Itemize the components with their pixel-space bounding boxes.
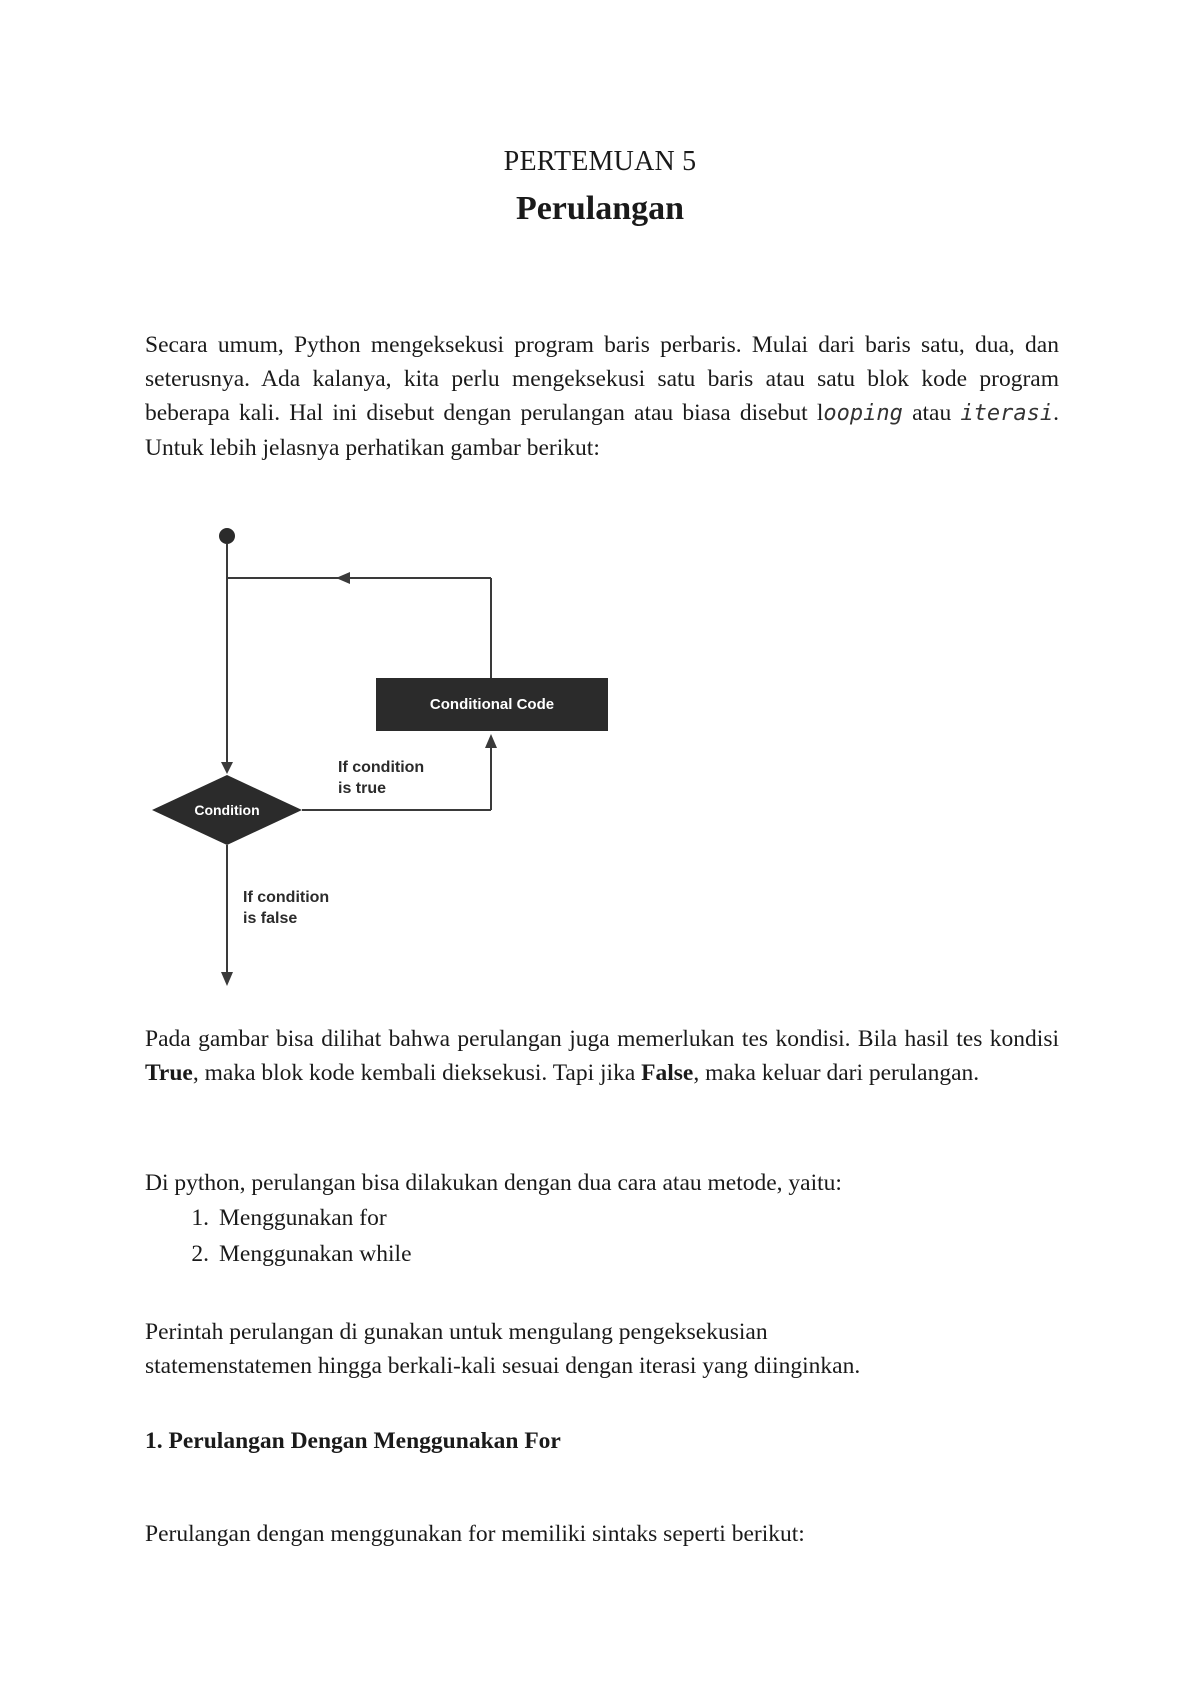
false-label-line2: is false [243, 910, 298, 927]
methods-list [145, 1200, 1045, 1272]
arrow-exit-icon [221, 972, 233, 986]
command-line2: statemenstatemen hingga berkali-kali sesuai dengan iterasi yang diinginkan. [145, 1353, 861, 1379]
explanation-part2: , maka blok kode kembali dieksekusi. Tapi jika [192, 1060, 642, 1086]
intro-text-after: . Untuk lebih jelasnya perhatikan gambar berikut: [145, 400, 1059, 461]
section-heading-for: 1. Perulangan Dengan Menggunakan For [145, 1428, 561, 1454]
for-syntax-intro: Perulangan dengan menggunakan for memiliki sintaks seperti berikut: [145, 1521, 805, 1547]
command-line1: Perintah perulangan di gunakan untuk mengulang pengeksekusian [145, 1319, 768, 1345]
arrow-loop-back-icon [336, 572, 350, 584]
explanation-part1: Pada gambar bisa dilihat bahwa perulangan juga memerlukan tes kondisi. Bila hasil tes kondisi [145, 1026, 1059, 1052]
list-item-text: Menggunakan for [219, 1205, 387, 1231]
list-item [145, 1236, 1045, 1272]
explanation-paragraph [145, 1022, 1059, 1090]
true-keyword: True [145, 1060, 193, 1086]
loop-flowchart [145, 528, 620, 988]
start-node [219, 528, 235, 544]
list-item-number: 1. [191, 1205, 209, 1231]
intro-text-before: Secara umum, Python mengeksekusi program baris perbaris. Mulai dari baris satu, dua, dan seterusnya. Ada kalanya, kita perlu mengeksekusi satu baris atau satu blok kode program beberapa kali. Hal ini disebut dengan perulangan atau biasa disebut l [145, 332, 1059, 426]
intro-paragraph [145, 328, 1059, 465]
true-label-line2: is true [338, 780, 387, 797]
command-paragraph [145, 1315, 1045, 1383]
conditional-code-label: Conditional Code [429, 696, 555, 713]
iterasi-term: iterasi [960, 401, 1054, 426]
arrow-into-code-icon [485, 734, 497, 748]
methods-intro: Di python, perulangan bisa dilakukan dengan dua cara atau metode, yaitu: [145, 1170, 842, 1196]
list-item-number: 2. [191, 1241, 209, 1267]
false-label-line1: If condition [243, 889, 330, 906]
meeting-title: PERTEMUAN 5 [503, 146, 697, 177]
page-title: Perulangan [515, 190, 685, 227]
arrow-into-condition-icon [221, 762, 233, 774]
condition-label: Condition [194, 802, 260, 818]
looping-term: ooping [823, 401, 903, 426]
true-label-line1: If condition [338, 759, 425, 776]
explanation-part3: , maka keluar dari perulangan. [693, 1060, 980, 1086]
list-item [145, 1200, 1045, 1236]
false-keyword: False [641, 1060, 694, 1086]
intro-text-between: atau [902, 400, 961, 426]
list-item-text: Menggunakan while [219, 1241, 412, 1267]
